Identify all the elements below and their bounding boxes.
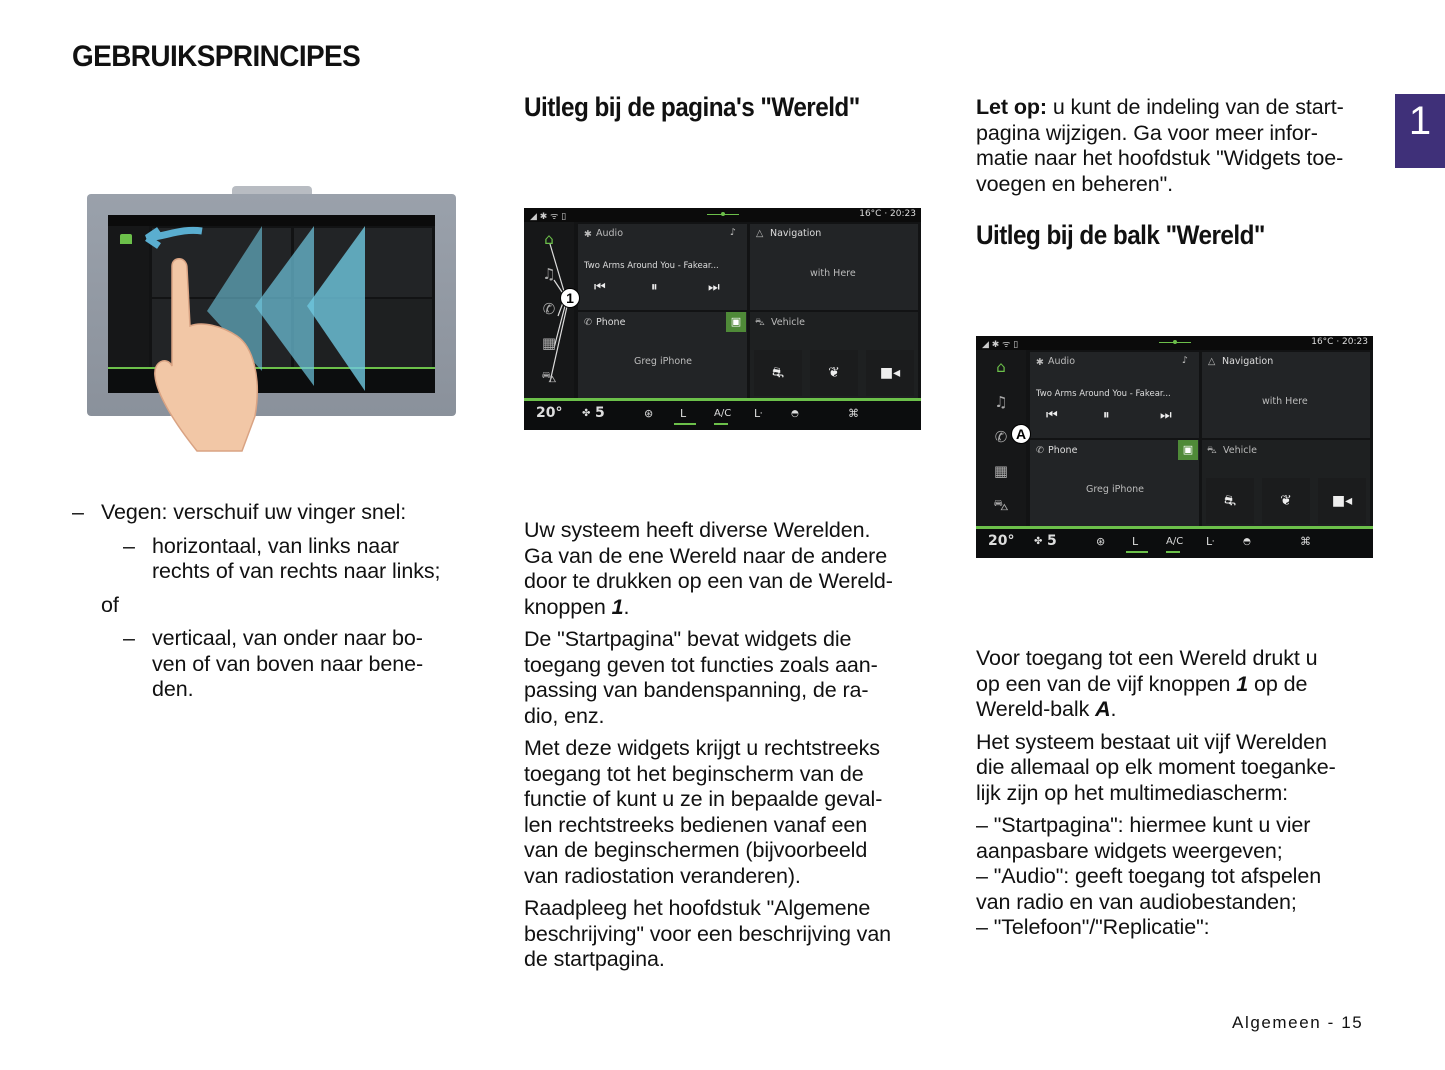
temperature-time: 16°C · 20:23 [1311,337,1368,347]
eco-leaf-tile[interactable]: ❦ [810,350,858,396]
dash-bullet: – [123,626,135,650]
signal-icons: ◢ ✱ ᯤ ▯ [530,212,567,222]
seat-heat-icon[interactable]: ᒪ [1132,535,1139,548]
apps-grid-icon[interactable]: ▦ [541,334,557,352]
ac-button[interactable]: A/C [714,408,732,419]
vehicle-label: Vehicle [771,317,805,328]
text-line: Met deze widgets krijgt u rechtstreeks [524,736,880,760]
paragraph [976,646,1376,723]
world-indicator-dot [721,212,725,216]
ac-indicator [1166,551,1180,553]
music-icon[interactable]: ♫ [542,265,556,283]
seat-icon[interactable]: ᒷ [1206,535,1215,548]
text-line: Ga van de ene Wereld naar de andere [524,543,888,568]
apps-grid-icon[interactable]: ▦ [993,462,1009,480]
home-screen-figure [524,208,921,430]
paragraph [976,813,1376,941]
defrost-icon[interactable]: ◓ [1243,537,1251,547]
track-title: Two Arms Around You - Fakear... [1036,389,1171,399]
text-line: Uw systeem heeft diverse Werelden. [524,518,871,542]
phone-label: Phone [1048,445,1078,456]
text-line: van radiostation veranderen). [524,863,801,888]
music-source-icon[interactable]: ♪ [730,227,737,238]
phone-device-name: Greg iPhone [634,356,693,367]
world-indicator-dot [1173,340,1177,344]
paragraph [524,736,924,889]
text-line: van de beginschermen (bijvoorbeeld [524,838,868,862]
navigation-text: with Here [810,268,856,279]
phone-widget[interactable] [1030,440,1199,526]
fan-icon: ✤ [1034,536,1043,547]
home-icon[interactable]: ⌂ [544,230,554,248]
text-line [976,95,1376,121]
text-segment: Wereld-balk [976,697,1096,721]
previous-icon[interactable]: ⏮ [1046,408,1058,423]
text-segment: . [623,594,630,619]
navigation-widget[interactable] [1202,352,1370,438]
text-line: matie naar het hoofdstuk "Widgets toe- [976,146,1344,170]
car-icon[interactable]: ⛍ [993,496,1009,514]
temperature-setting[interactable]: 20° [536,405,563,421]
note [976,95,1376,197]
home-icon[interactable]: ⌂ [996,358,1006,376]
seat-heat-icon[interactable]: ᒪ [680,407,687,420]
navigation-label: Navigation [1222,356,1274,367]
text-line: beschrijving" voor een beschrijving van [524,921,892,946]
navigation-text: with Here [1262,396,1308,407]
climate-bar [524,401,921,430]
audio-widget[interactable] [1030,352,1199,438]
text-line: door te drukken op een van de Wereld- [524,569,893,593]
swipe-chevron-3 [307,226,365,391]
list-item-text: den. [152,677,194,701]
text-segment: u kunt de indeling van de start- [1046,95,1344,119]
vehicle-label: Vehicle [1223,445,1257,456]
text-line: voegen en beheren". [976,171,1174,196]
section-heading-world-pages: Uitleg bij de pagina's "Wereld" [524,92,860,122]
swipe-arrow-icon [147,230,202,246]
vehicle-icon: ⛍ [1207,445,1217,456]
phone-small-icon: ✆ [1036,445,1044,456]
text-line: Raadpleeg het hoofdstuk "Algemene [524,896,871,920]
reference-marker: 1 [611,594,624,619]
text-segment: knoppen [524,594,612,619]
world-pages-text [524,518,924,980]
text-line: van radio en van audiobestanden; [976,889,1297,914]
chapter-tab: 1 [1395,94,1445,168]
reference-marker: 1 [1236,671,1249,696]
page-title: GEBRUIKSPRINCIPES [72,40,361,73]
world-bar [524,222,574,398]
swipe-overlay [87,186,456,466]
page-footer: Algemeen - 15 [1232,1013,1364,1032]
camera-tile[interactable]: ■◂ [1318,478,1366,524]
ventilation-icon[interactable]: ⌘ [1300,535,1311,548]
phone-icon[interactable]: ✆ [542,300,556,318]
list-item-text: of [101,592,119,617]
text-line: toegang geven tot functies zoals aan- [524,652,878,677]
climate-bar [976,529,1373,558]
navigation-widget[interactable] [750,224,918,310]
swipe-chevron-2 [255,226,314,386]
text-line: functie of kunt u ze in bepaalde geval- [524,787,883,811]
swipe-illustration [87,186,456,416]
previous-icon[interactable]: ⏮ [594,280,606,295]
fan-speed[interactable]: 5 [1047,533,1057,549]
text-line [976,672,1376,698]
text-line: lijk zijn op het multimediascherm: [976,780,1289,805]
phone-device-name: Greg iPhone [1086,484,1145,495]
list-item [72,559,472,585]
list-item [72,534,472,560]
bluetooth-icon: ✱ [584,229,592,240]
music-source-icon[interactable]: ♪ [1182,355,1189,366]
status-bar [976,336,1373,350]
text-line: dio, enz. [524,703,605,728]
eco-leaf-tile[interactable]: ❦ [1262,478,1310,524]
paragraph [524,896,924,973]
navigation-icon: △ [1208,356,1216,367]
text-line: de startpagina. [524,947,665,971]
phone-widget[interactable] [578,312,747,398]
camera-tile[interactable]: ■◂ [866,350,914,396]
seat-heat-level [1126,551,1148,553]
music-icon[interactable]: ♫ [994,393,1008,411]
text-line: Het systeem bestaat uit vijf Werelden [976,729,1327,754]
audio-label: Audio [596,228,624,239]
list-item-text: rechts of van rechts naar links; [152,559,441,583]
text-segment: op een van de vijf knoppen [976,671,1237,696]
replication-icon[interactable]: ▣ [726,312,746,332]
text-line: len rechtstreeks bedienen vanaf een [524,812,868,837]
car-icon[interactable]: ⛍ [541,368,557,386]
heated-wheel-icon[interactable]: ⊛ [644,407,654,420]
text-line: Voor toegang tot een Wereld drukt u [976,646,1318,670]
driving-assist-tile[interactable]: ⛐ [754,350,802,396]
temperature-setting[interactable]: 20° [988,533,1015,549]
fan-icon: ✤ [582,408,591,419]
ac-indicator [714,423,728,425]
seat-icon[interactable]: ᒷ [754,407,763,420]
pause-icon[interactable]: ⏸ [651,280,658,295]
temperature-time: 16°C · 20:23 [859,209,916,219]
list-item [72,500,472,526]
phone-icon[interactable]: ✆ [994,428,1008,446]
track-title: Two Arms Around You - Fakear... [584,261,719,271]
seat-heat-level [674,423,696,425]
list-item [72,593,472,619]
navigation-label: Navigation [770,228,822,239]
ventilation-icon[interactable]: ⌘ [848,407,859,420]
driving-assist-tile[interactable]: ⛐ [1206,478,1254,524]
text-line: pagina wijzigen. Ga voor meer infor- [976,120,1318,145]
status-bar [524,208,921,222]
text-segment: . [1110,697,1117,721]
paragraph [524,627,924,729]
audio-label: Audio [1048,356,1076,367]
text-segment: Let op: [976,95,1047,119]
ac-button[interactable]: A/C [1166,536,1184,547]
list-item [72,677,472,703]
paragraph [976,730,1376,807]
phone-label: Phone [596,317,626,328]
next-icon[interactable]: ⏭ [708,280,720,295]
heated-wheel-icon[interactable]: ⊛ [1096,535,1106,548]
dash-bullet: – [123,533,135,558]
section-heading-world-bar: Uitleg bij de balk "Wereld" [976,220,1265,250]
list-item-text: ven of van boven naar bene- [152,651,424,676]
phone-small-icon: ✆ [584,317,592,328]
text-line: De "Startpagina" bevat widgets die [524,627,852,651]
text-line [976,697,1376,723]
text-line: – "Telefoon"/"Replicatie": [976,915,1210,939]
callout-1: 1 [560,288,580,308]
list-item-text: verticaal, van onder naar bo- [152,626,423,650]
swipe-instructions [72,500,472,703]
text-line: passing van bandenspanning, de ra- [524,678,869,702]
next-icon[interactable]: ⏭ [1160,408,1172,423]
text-line: toegang tot het beginscherm van de [524,761,864,786]
signal-icons: ◢ ✱ ᯤ ▯ [982,340,1019,350]
reference-marker: A [1095,697,1111,721]
vehicle-icon: ⛍ [755,317,765,328]
paragraph [524,518,924,620]
text-line: – "Audio": geeft toegang tot afspelen [976,864,1322,888]
replication-icon[interactable]: ▣ [1178,440,1198,460]
dash-bullet: – [72,500,84,524]
fan-speed[interactable]: 5 [595,405,605,421]
world-bar-figure [976,336,1373,558]
list-item-text: horizontaal, van links naar [152,533,400,558]
callout-a: A [1011,424,1031,444]
text-line [524,595,924,621]
list-item-text: Vegen: verschuif uw vinger snel: [101,500,407,524]
pause-icon[interactable]: ⏸ [1103,408,1110,423]
defrost-icon[interactable]: ◓ [791,409,799,419]
list-item [72,626,472,652]
text-line: – "Startpagina": hiermee kunt u vier [976,813,1311,837]
navigation-icon: △ [756,228,764,239]
text-line: die allemaal op elk moment toeganke- [976,755,1336,779]
world-bar-text [976,646,1376,948]
text-line: aanpasbare widgets weergeven; [976,838,1283,863]
bluetooth-icon: ✱ [1036,357,1044,368]
text-segment: op de [1248,671,1308,696]
list-item [72,652,472,678]
audio-widget[interactable] [578,224,747,310]
